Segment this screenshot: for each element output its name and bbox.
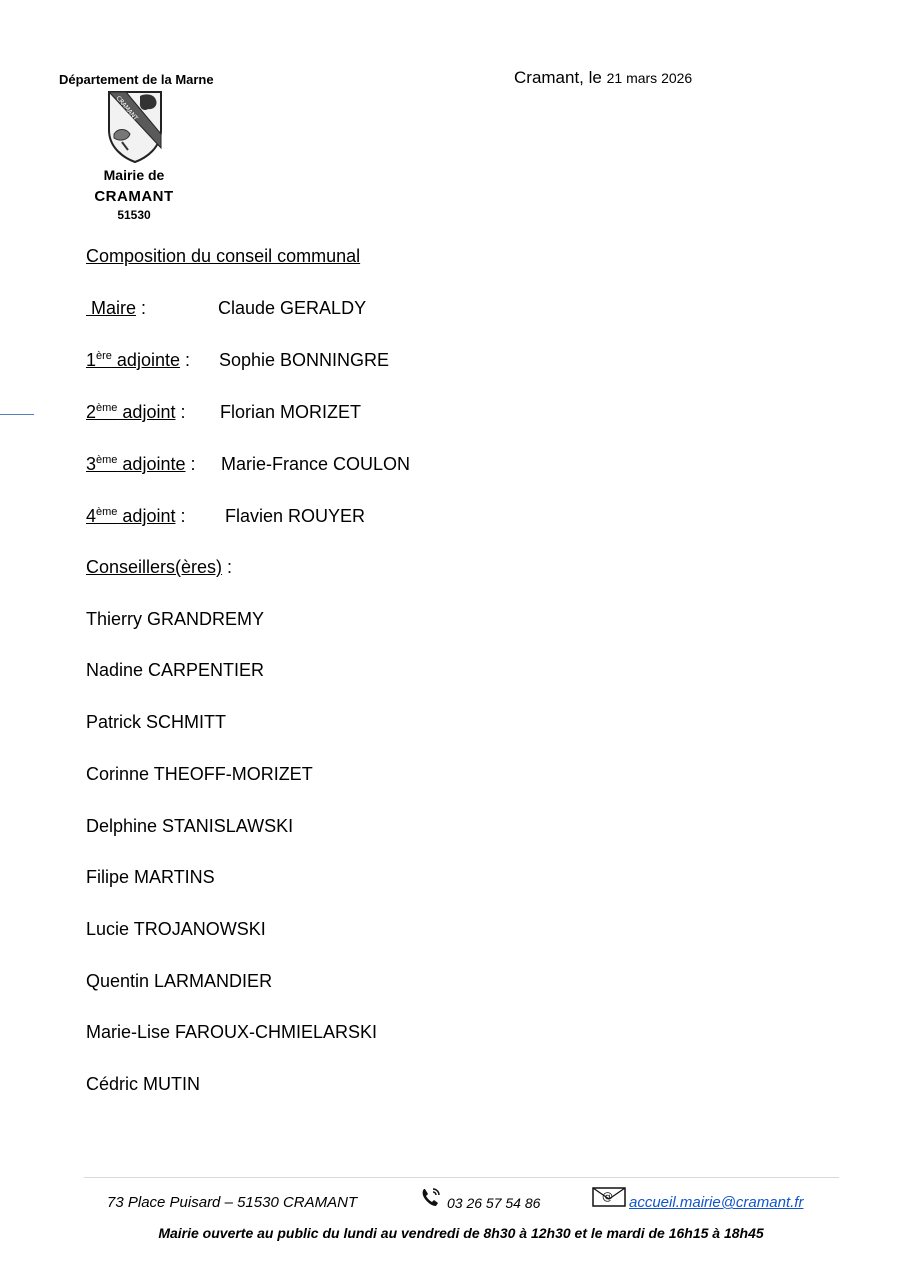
councillor-item: Corinne THEOFF-MORIZET	[86, 764, 313, 784]
officer-row-adjoint-2: 2ème adjoint :	[86, 402, 186, 422]
date-value: 21 mars 2026	[606, 70, 693, 86]
mairie-label: Mairie de	[103, 167, 165, 183]
officer-role: 1ère adjointe	[86, 350, 180, 370]
officer-name: Flavien ROUYER	[225, 506, 366, 526]
officer-name: Marie-France COULON	[221, 454, 411, 474]
crest-lettering: CRAMANT	[114, 94, 139, 123]
councillor-item: Lucie TROJANOWSKI	[86, 919, 266, 939]
councillor-item: Marie-Lise FAROUX-CHMIELARSKI	[86, 1022, 378, 1042]
councillor-item: Cédric MUTIN	[86, 1074, 201, 1094]
footer-email-link[interactable]: accueil.mairie@cramant.fr	[629, 1194, 804, 1211]
officer-name: Florian MORIZET	[220, 402, 362, 422]
officer-role: 4ème adjoint	[86, 506, 176, 526]
officer-name: Claude GERALDY	[218, 298, 367, 318]
officer-row-adjoint-1: 1ère adjointe :	[86, 350, 190, 370]
mail-icon	[592, 1187, 626, 1207]
officer-role: 3ème adjointe	[86, 454, 186, 474]
date-prefix: Cramant, le	[514, 68, 602, 87]
officer-row-maire: Maire :	[86, 298, 146, 319]
department-label: Département de la Marne	[59, 72, 214, 87]
councillor-item: Quentin LARMANDIER	[86, 971, 273, 991]
officer-row-adjoint-4: 4ème adjoint :	[86, 506, 186, 526]
mairie-name: CRAMANT	[94, 188, 174, 205]
svg-text:@: @	[602, 1190, 613, 1203]
councillor-item: Delphine STANISLAWSKI	[86, 816, 294, 836]
footer-divider	[84, 1177, 839, 1178]
officer-row-adjoint-3: 3ème adjointe :	[86, 454, 196, 474]
officer-role: 2ème adjoint	[86, 402, 176, 422]
officer-name: Sophie BONNINGRE	[219, 350, 390, 370]
councillor-item: Patrick SCHMITT	[86, 712, 227, 732]
phone-icon	[420, 1186, 442, 1208]
page-title: Composition du conseil communal	[86, 246, 361, 266]
footer-address: 73 Place Puisard – 51530 CRAMANT	[107, 1194, 358, 1211]
footer-hours: Mairie ouverte au public du lundi au vendredi de 8h30 à 12h30 et le mardi de 16h15 à 18h45	[158, 1225, 764, 1241]
coat-of-arms-icon	[106, 90, 164, 164]
councillor-item: Thierry GRANDREMY	[86, 609, 265, 629]
councillor-item: Nadine CARPENTIER	[86, 660, 265, 680]
date-line	[514, 68, 692, 88]
footer-phone: 03 26 57 54 86	[447, 1195, 541, 1211]
councillors-heading: Conseillers(ères) :	[86, 557, 233, 577]
councillor-item: Filipe MARTINS	[86, 867, 215, 887]
mairie-postcode: 51530	[117, 208, 151, 222]
margin-marker	[0, 414, 34, 415]
officer-role: Maire	[91, 298, 137, 318]
